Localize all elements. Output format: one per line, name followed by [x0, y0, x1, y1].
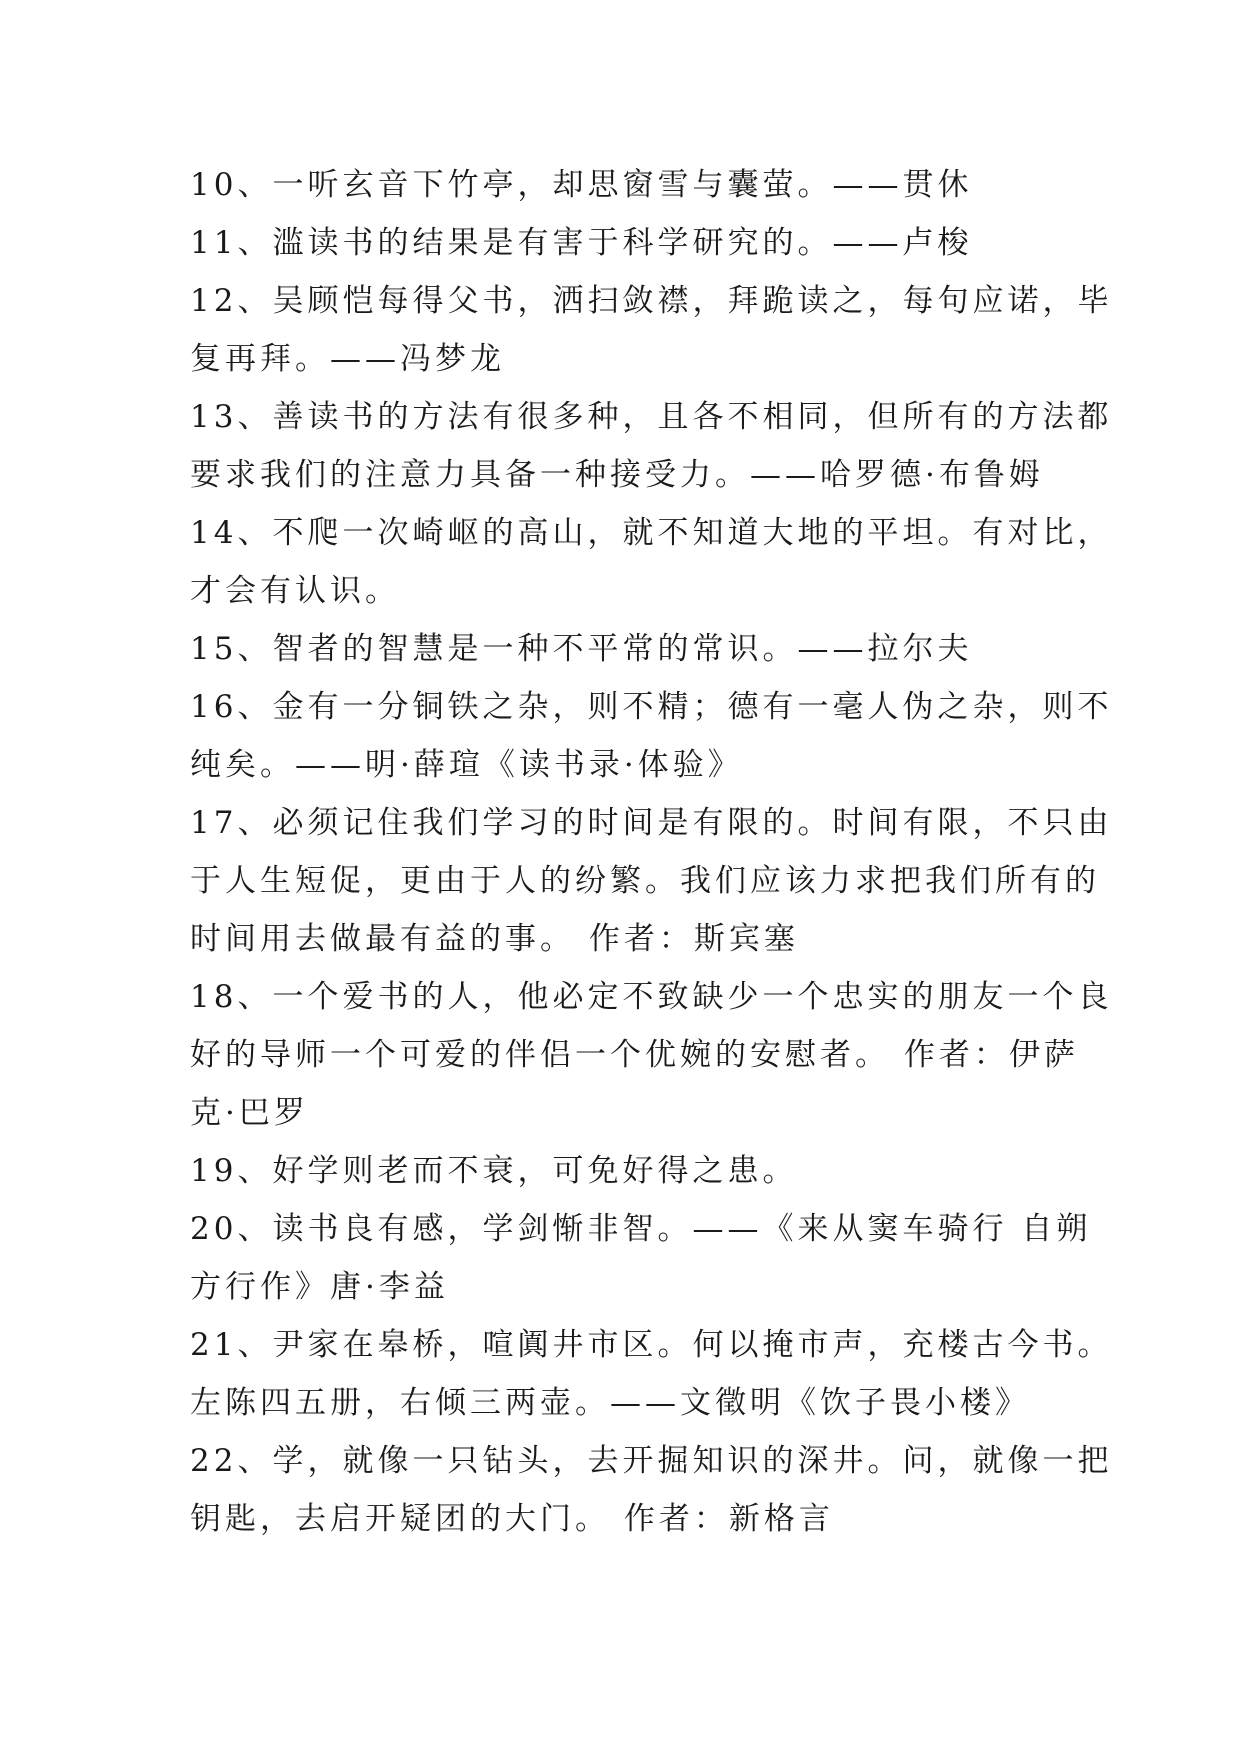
- quote-line: 12、吴顾恺每得父书，洒扫敛襟，拜跪读之，每句应诺，毕: [190, 283, 1113, 319]
- quote-line: 方行作》唐·李益: [190, 1269, 449, 1305]
- quote-line: 19、好学则老而不衰，可免好得之患。: [190, 1153, 798, 1189]
- quote-line: 20、读书良有感，学剑惭非智。——《来从窦车骑行 自朔: [190, 1211, 1092, 1247]
- quote-line: 复再拜。——冯梦龙: [190, 341, 505, 377]
- quote-line: 22、学，就像一只钻头，去开掘知识的深井。问，就像一把: [190, 1443, 1113, 1479]
- quotes-text-block: [190, 156, 1113, 1548]
- quote-line: 克·巴罗: [190, 1095, 309, 1131]
- quote-line: 于人生短促，更由于人的纷繁。我们应该力求把我们所有的: [190, 863, 1100, 899]
- quote-line: 11、滥读书的结果是有害于科学研究的。——卢梭: [190, 225, 973, 261]
- quote-line: 13、善读书的方法有很多种，且各不相同，但所有的方法都: [190, 399, 1113, 435]
- quote-line: 钥匙，去启开疑团的大门。 作者：新格言: [190, 1501, 834, 1537]
- quote-line: 16、金有一分铜铁之杂，则不精；德有一毫人伪之杂，则不: [190, 689, 1113, 725]
- quote-line: 14、不爬一次崎岖的高山，就不知道大地的平坦。有对比，: [190, 515, 1113, 551]
- quote-line: 18、一个爱书的人，他必定不致缺少一个忠实的朋友一个良: [190, 979, 1113, 1015]
- quote-line: 15、智者的智慧是一种不平常的常识。——拉尔夫: [190, 631, 973, 667]
- quote-line: 21、尹家在皋桥，喧阗井市区。何以掩市声，充楼古今书。: [190, 1327, 1113, 1363]
- quote-line: 纯矣。——明·薛瑄《读书录·体验》: [190, 747, 743, 783]
- quote-line: 好的导师一个可爱的伴侣一个优婉的安慰者。 作者：伊萨: [190, 1037, 1079, 1073]
- quote-line: 左陈四五册，右倾三两壶。——文徵明《饮子畏小楼》: [190, 1385, 1030, 1421]
- quote-line: 17、必须记住我们学习的时间是有限的。时间有限，不只由: [190, 805, 1113, 841]
- quote-line: 才会有认识。: [190, 573, 400, 609]
- quote-line: 要求我们的注意力具备一种接受力。——哈罗德·布鲁姆: [190, 457, 1044, 493]
- quote-line: 时间用去做最有益的事。 作者：斯宾塞: [190, 921, 799, 957]
- quote-line: 10、一听玄音下竹亭，却思窗雪与囊萤。——贯休: [190, 167, 973, 203]
